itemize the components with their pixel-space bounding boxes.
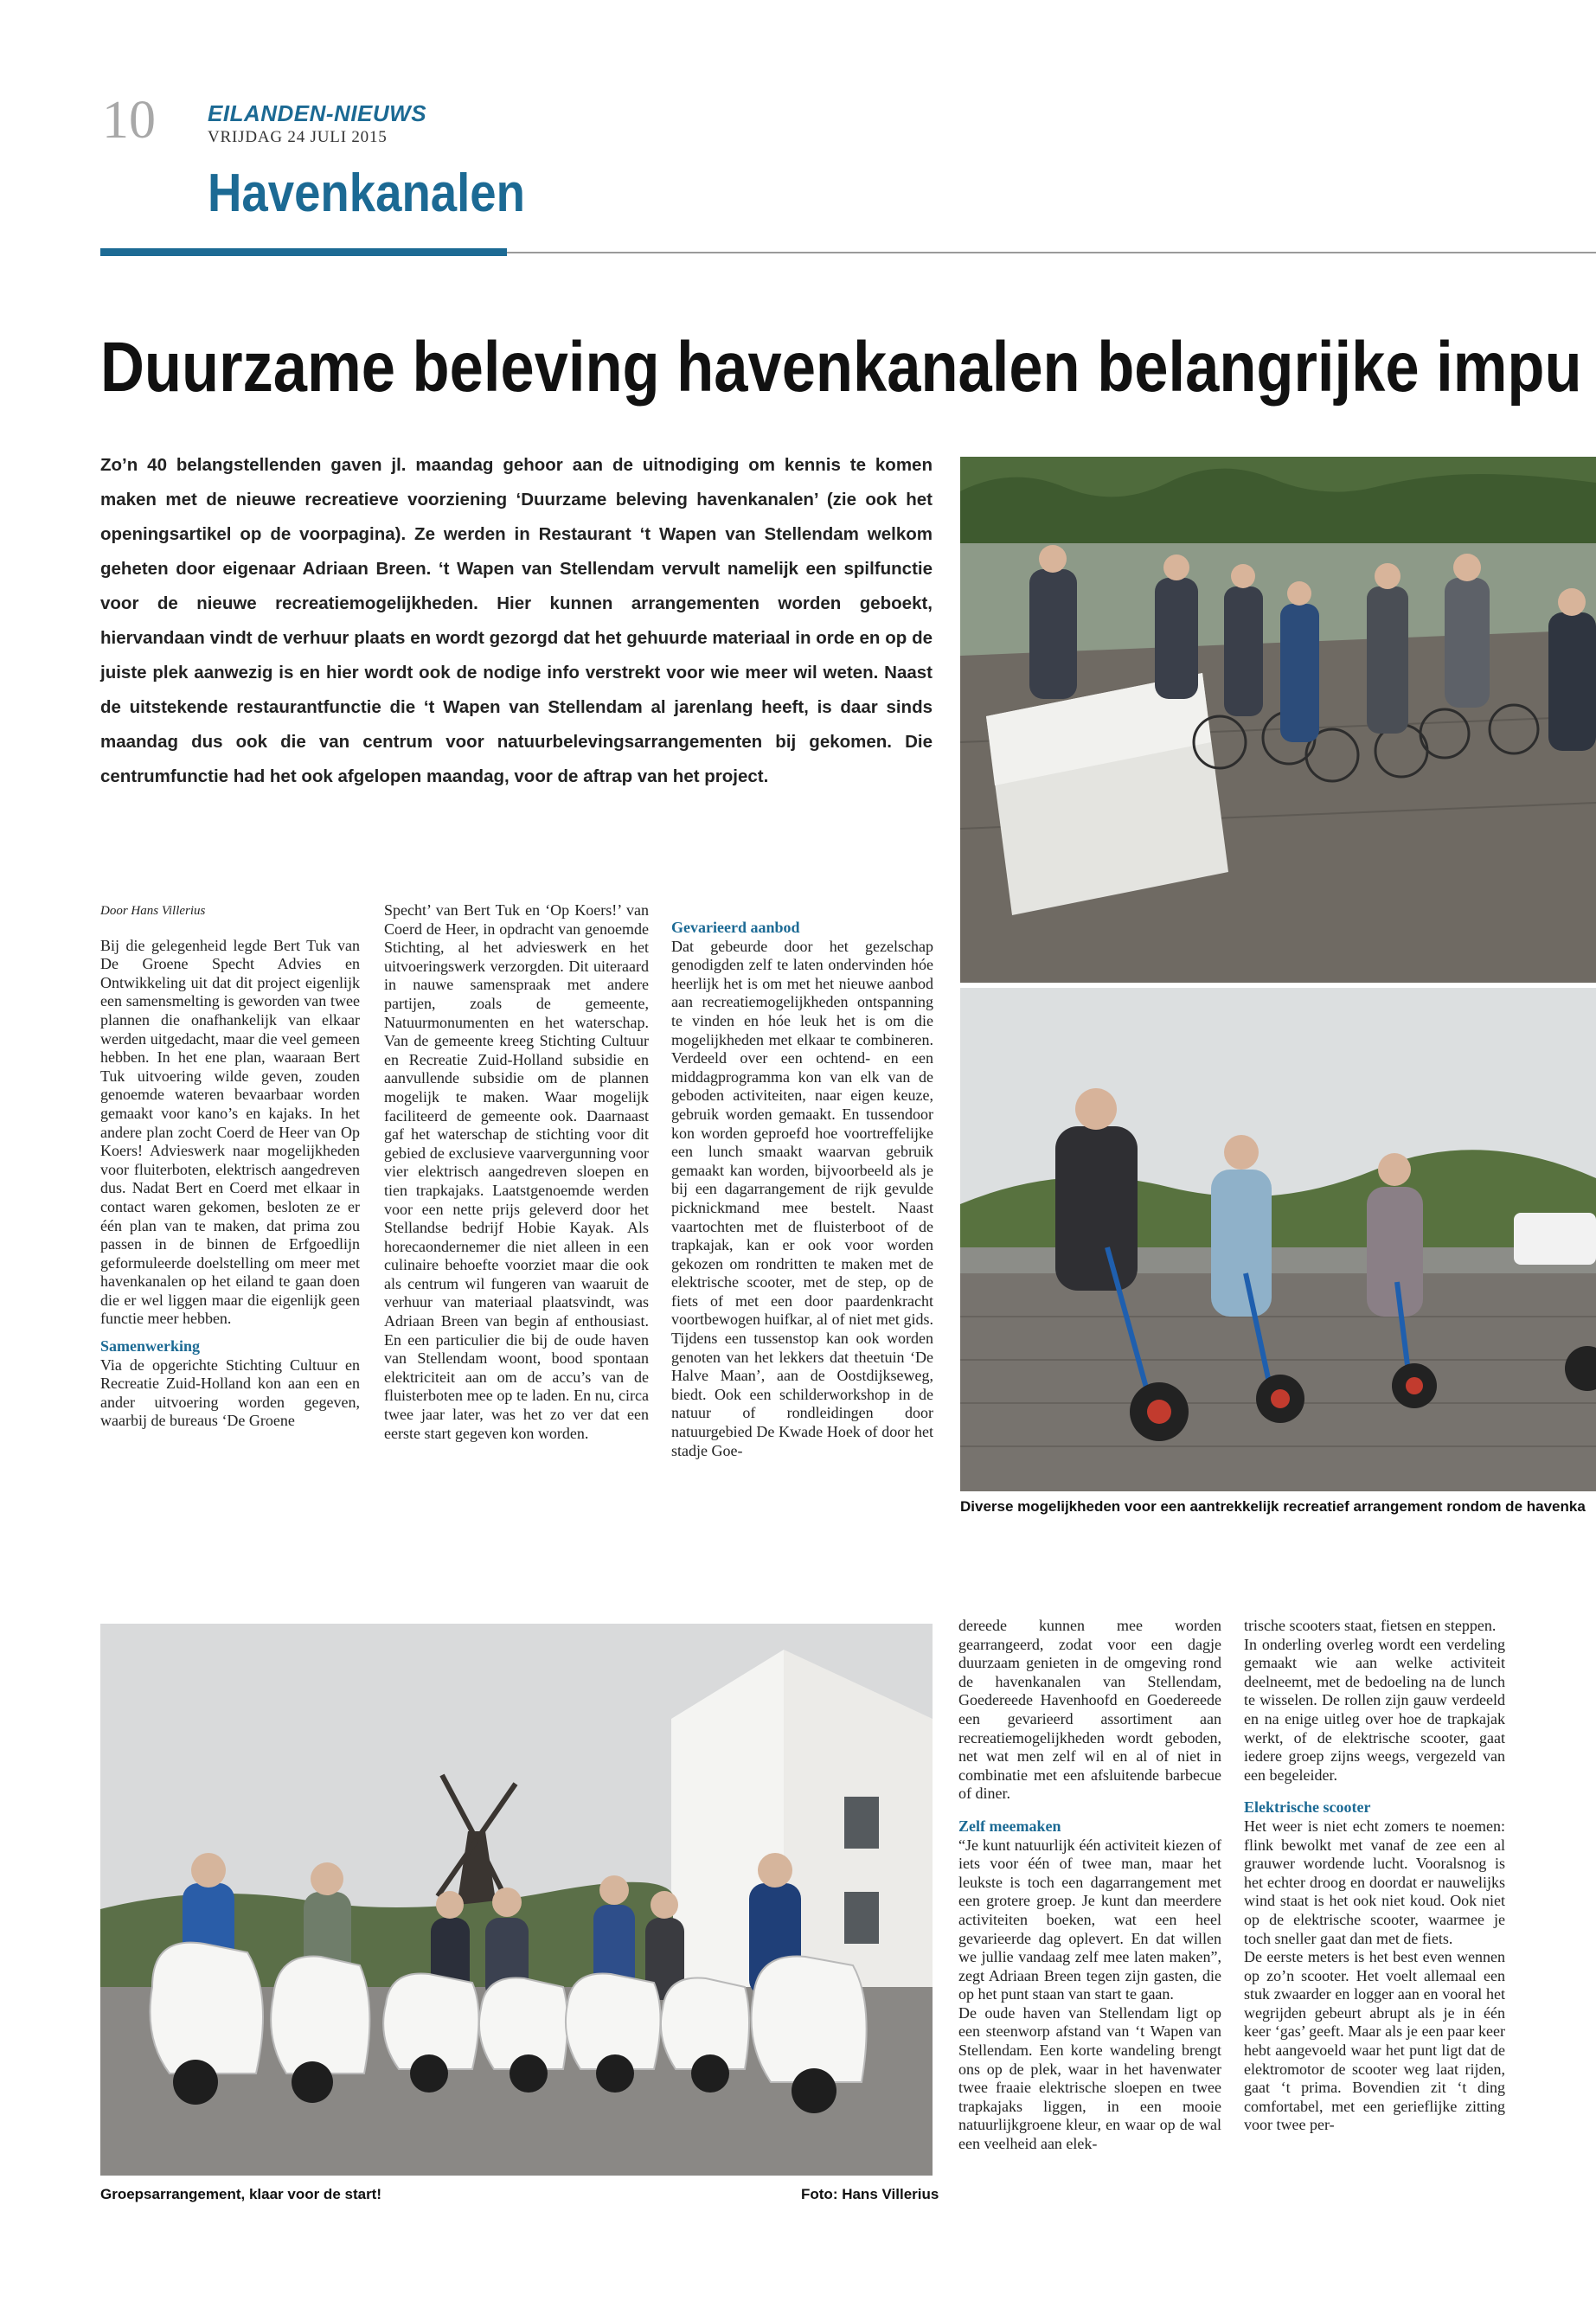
header-accent-rule xyxy=(100,248,507,256)
subheading-samenwerking: Samenwerking xyxy=(100,1337,201,1356)
paragraph: Dat gebeurde door het gezelschap genodigden zelf te laten ondervinden hóe heerlijk het is om met het nieuwe aanbod aan recreatiemogelijkheden ontspanning te vinden en hóe leuk het is om die mogelijkheden met elkaar te combineren. Verdeeld over een ochtend- en een middagprogramma kon van elk van de geboden activiteiten, naar eigen keuze, gebruik worden gemaakt. En tussendoor kon worden geproefd hoe voortreffelijke een lunch smaakt waarvan gebruik gemaakt kan worden, bijvoorbeeld als je bij een dagarrangement de rijk gevulde picknickmand mee bestelt. Naast vaartochten met de fluisterboot of de trapkajak, kan er ook voor worden gekozen om rondritten te maken met de elektrische scooter, met de step, op de fiets of met een door paardenkracht voortbewogen huifkar, al of niet met gids. Tijdens een tussenstop kan ook worden genoten van het lekkers dat theetuin ‘De Halve Maan’, aan de Oostdijkseweg, biedt. Ook een schilderworkshop in de natuur of rondleidingen door natuurgebied De Kwade Hoek of door het stadje Goe- xyxy=(671,937,933,1459)
paragraph: De oude haven van Stellendam ligt op een steenworp afstand van ‘t Wapen van Stellendam. Een korte wandeling brengt ons op de plek, waar in het havenwater twee fraaie elektrische sloepen en twee trapkajaks liggen, in een mooie natuurlijkgroene kleur, en waar op de wal een veelheid aan elek- xyxy=(958,2003,1221,2153)
photo-canal-bicycles xyxy=(960,457,1596,983)
article-lead: Zo’n 40 belangstellenden gaven jl. maandag gehoor aan de uitnodiging om kennis te komen maken met de nieuwe recreatieve voorziening ‘Duurzame beleving havenkanalen’ (zie ook het openingsartikel op de voorpagina). Ze werden in Restaurant ‘t Wapen van Stellendam welkom geheten door eigenaar Adriaan Breen. ‘t Wapen van Stellendam vervult namelijk een spilfunctie voor de nieuwe recreatiemogelijkheden. Hier kunnen arrangementen worden geboekt, hiervandaan vindt de verhuur plaats en wordt gezorgd dat het gehuurde materiaal in orde en op de juiste plek aanwezig is en hier wordt ook de nodige info verstrekt voor wie meer wil weten. Naast de uitstekende restaurantfunctie die ‘t Wapen van Stellendam al jarenlang heeft, is daar sinds maandag dus ook die van centrum voor natuurbelevingsarrangementen bij gekomen. Die centrumfunctie had het ook afgelopen maandag, voor de aftrap van het project. xyxy=(100,455,933,786)
body-column-2 xyxy=(384,901,649,1443)
paragraph: Het weer is niet echt zomers te noemen: flink bewolkt met vanaf de zee een al grauwer wordende lucht. Vooralsnog is het echter droog en doordat er nauwelijks wind staat is het ook niet koud. Ook niet op de elektrische scooter, waarmee je toch sneller gaat dan met de fiets. xyxy=(1244,1817,1505,1947)
paragraph: Specht’ van Bert Tuk en ‘Op Koers!’ van Coerd de Heer, in opdracht van genoemde Stichting, al het advieswerk en het uitvoeringswerk verzorgden. Dit uiteraard in nauwe samenspraak met andere partijen, zoals de gemeente, Natuurmonumenten en het waterschap. Van de gemeente kreeg Stichting Cultuur en Recreatie Zuid-Holland subsidie en aanvullende subsidie om de plannen mogelijk te maken. Waar mogelijk faciliteerd de gemeente ook. Daarnaast gaf het waterschap de stichting voor dit gebied de exclusieve vaarvergunning voor vier elektrisch aangedreven sloepen en tien trapkajaks. Laatstgenoemde werden voor een nette prijs geleverd door het Stellandse bedrijf Hobie Kayak. Als horecaondernemer die niet alleen in een culinaire behoefte voorziet maar die ook als centrum wil fungeren van waaruit de verhuur van materiaal plaatsvindt, was Adriaan Breen van begin af enthousiast. En een particulier die bij de oude haven van Stellendam woont, bood spontaan elektriciteit aan om de accu’s van de fluisterboten mee op te laden. En nu, circa twee jaar later, was het zo ver dat een eerste start gegeven kon worden. xyxy=(384,901,649,1442)
paragraph: trische scooters staat, fietsen en steppen. xyxy=(1244,1617,1497,1634)
photo-caption-group: Groepsarrangement, klaar voor de start! xyxy=(100,2186,382,2202)
issue-date: VRIJDAG 24 JULI 2015 xyxy=(208,128,388,146)
photo-caption-right: Diverse mogelijkheden voor een aantrekkelijk recreatief arrangement rondom de havenka xyxy=(960,1498,1586,1515)
byline: Door Hans Villerius xyxy=(100,904,206,918)
section-title: Havenkanalen xyxy=(208,163,525,223)
subheading-elektrische-scooter: Elektrische scooter xyxy=(1244,1798,1371,1817)
page-number: 10 xyxy=(102,91,156,150)
paragraph: De eerste meters is het best even wennen op zo’n scooter. Het voelt allemaal een stuk zwaarder en logger aan en vooral het wegrijden gebeurt abrupt als je in één keer ‘gas’ geeft. Maar als je een paar keer hebt aangevoeld waar het punt ligt dat de elektromotor de scooter weg laat rijden, gaat ‘t prima. Bovendien zit ‘t ding comfortabel, met een gerieflijke zitting voor twee per- xyxy=(1244,1948,1505,2134)
article-headline: Duurzame beleving havenkanalen belangrijke impu xyxy=(100,328,1582,407)
body-column-5 xyxy=(1244,1617,1505,2135)
paper-name: EILANDEN-NIEUWS xyxy=(208,100,427,126)
subheading-gevarieerd: Gevarieerd aanbod xyxy=(671,919,800,936)
paragraph: dereede kunnen mee worden gearrangeerd, zodat voor een dagje duurzaam genieten in de omgeving rond de havenkanalen van Stellendam, Goedereede Havenhoofd en Goedereede een gevarieerd assortiment aan recreatiemogelijkheden wordt geboden, net wat men zelf wil en al of niet in combinatie met een afsluitende barbecue of diner. xyxy=(958,1617,1221,1803)
subheading-zelf-meemaken: Zelf meemaken xyxy=(958,1817,1061,1835)
paragraph: Via de opgerichte Stichting Cultuur en Recreatie Zuid-Holland kon aan een en ander uitvoering worden gegeven, waarbij de bureaus ‘De Groene xyxy=(100,1356,360,1430)
body-column-3 xyxy=(671,919,933,1460)
paragraph: Bij die gelegenheid legde Bert Tuk van De Groene Specht Advies en Ontwikkeling uit dat dit project eigenlijk een samensmelting is geworden van twee plannen die onafhankelijk van elkaar werden uitgedacht, maar die veel gemeen hebben. In het ene plan, waaraan Bert Tuk uitvoering wilde geven, zouden genoemde wateren bevaarbaar worden gemaakt voor kano’s en kajaks. In het andere plan zocht Coerd de Heer van Op Koers! Advieswerk naar mogelijkheden voor fluiterboten, elektrisch aangedreven dus. Nadat Bert en Coerd met elkaar in contact waren gekomen, besloten ze er één plan van te maken, dat prima zou passen in de binnen de Erfgoedlijn geformuleerde doelstelling om meer met havenkanalen op het eiland te gaan doen die er wel liggen maar die eigenlijk geen functie meer hebben. xyxy=(100,936,360,1328)
body-column-4 xyxy=(958,1617,1221,2154)
paragraph: In onderling overleg wordt een verdeling gemaakt wie aan welke activiteit deelneemt, met de bedoeling na de lunch te wisselen. De rollen zijn gauw verdeeld en na enige uitleg over hoe de trapkajak werkt, of de elektrische scooter, gaat iedere groep zijns weegs, vergezeld van een begeleider. xyxy=(1244,1635,1505,1784)
photo-credit: Foto: Hans Villerius xyxy=(801,2186,939,2202)
photo-step-scooters xyxy=(960,988,1596,1491)
paragraph: “Je kunt natuurlijk één activiteit kiezen of iets voor één of twee man, maar het leukste is toch een dagarrangement met een grotere groep. Je kunt dan meerdere activiteiten boeken, wat een heel gevarieerde dag oplevert. En dat willen we jullie vandaag zelf mee laten maken”, zegt Adriaan Breen tegen zijn gasten, die op het punt staan van start te gaan. xyxy=(958,1836,1221,2003)
photo-group-scooters xyxy=(100,1624,933,2176)
body-column-1 xyxy=(100,902,360,1431)
